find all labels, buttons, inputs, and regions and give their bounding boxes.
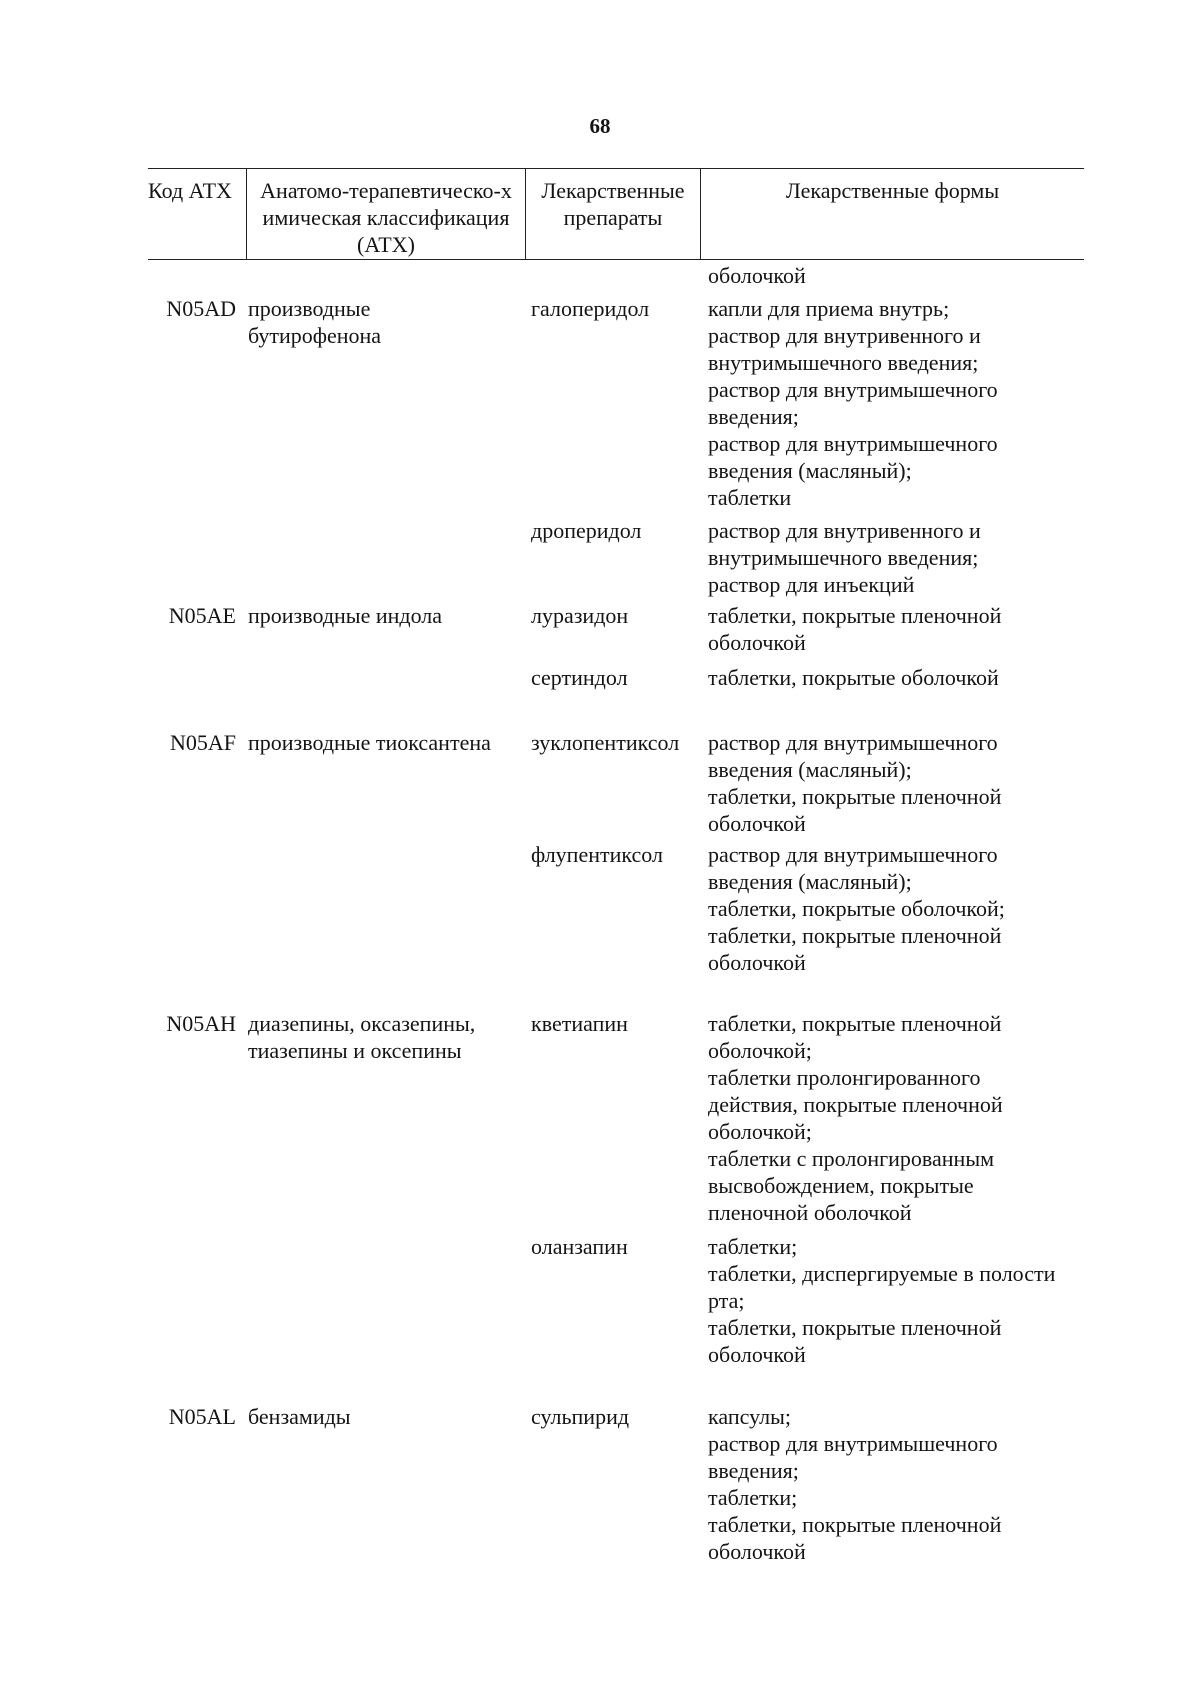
drug-name: оланзапин	[531, 1234, 628, 1259]
dosage-forms: оболочкой	[708, 263, 806, 288]
table-row	[148, 729, 1088, 837]
dosage-forms: капсулы; раствор для внутримышечного введения; таблетки; таблетки, покрытые пленочной оболочкой	[708, 1404, 1002, 1564]
atc-code	[148, 262, 246, 289]
dosage-forms: раствор для внутримышечного введения (масляный); таблетки, покрытые оболочкой; таблетки, покрытые пленочной оболочкой	[708, 842, 1005, 975]
atc-code	[148, 517, 246, 598]
atc-class	[246, 1233, 527, 1368]
dosage-forms: таблетки, покрытые пленочной оболочкой	[708, 603, 1002, 655]
header-drugs: Лекарственные препараты	[525, 169, 700, 259]
dosage-forms: раствор для внутримышечного введения (масляный); таблетки, покрытые пленочной оболочкой	[708, 730, 1002, 836]
atc-code: N05AD	[166, 296, 236, 321]
atc-class	[246, 262, 527, 289]
atc-class: производные тиоксантена	[248, 730, 491, 755]
atc-class: диазепины, оксазепины, тиазепины и оксепины	[248, 1011, 476, 1063]
table-row	[148, 1233, 1088, 1368]
table-row	[148, 602, 1088, 656]
table-row	[148, 295, 1088, 511]
atc-code	[148, 664, 246, 691]
atc-class: производные индола	[248, 603, 443, 628]
table-header	[148, 168, 1084, 260]
header-atc-classification: Анатомо-терапевтическо-х имическая классификация (АТХ)	[246, 169, 525, 259]
atc-class	[246, 517, 527, 598]
table-row	[148, 262, 1088, 289]
atc-code: N05AE	[168, 603, 236, 628]
drug-name: флупентиксол	[531, 842, 663, 867]
dosage-forms: таблетки; таблетки, диспергируемые в полости рта; таблетки, покрытые пленочной оболочкой	[708, 1234, 1056, 1367]
atc-code: N05AH	[166, 1011, 236, 1036]
header-atc-code: Код АТХ	[148, 178, 232, 203]
page-number: 68	[589, 114, 611, 138]
drug-name: сертиндол	[531, 665, 628, 690]
drug-name	[527, 262, 706, 289]
atc-class	[246, 664, 527, 691]
drug-name: луразидон	[531, 603, 629, 628]
table-row	[148, 664, 1088, 691]
dosage-forms: таблетки, покрытые оболочкой	[708, 665, 999, 690]
atc-code	[148, 841, 246, 976]
header-dosage-forms: Лекарственные формы	[700, 169, 1084, 259]
table-row	[148, 1403, 1088, 1565]
drug-name: кветиапин	[531, 1011, 628, 1036]
dosage-forms: таблетки, покрытые пленочной оболочкой; таблетки пролонгированного действия, покрытые пленочной оболочкой; таблетки с пролонгированным высвобождением, покрытые пленочной оболочкой	[708, 1011, 1003, 1225]
dosage-forms: капли для приема внутрь; раствор для внутривенного и внутримышечного введения; раствор для внутримышечного введения; раствор для внутримышечного введения (масляный); таблетки	[708, 296, 998, 510]
atc-code: N05AF	[169, 730, 236, 755]
drug-name: зуклопентиксол	[531, 730, 680, 755]
dosage-forms: раствор для внутривенного и внутримышечного введения; раствор для инъекций	[708, 518, 981, 597]
table-row	[148, 517, 1088, 598]
table-row	[148, 1010, 1088, 1226]
atc-code: N05AL	[168, 1404, 236, 1429]
atc-class: производные бутирофенона	[248, 296, 382, 348]
atc-code	[148, 1233, 246, 1368]
drug-name: галоперидол	[531, 296, 650, 321]
drug-name: сульпирид	[531, 1404, 630, 1429]
table-row	[148, 841, 1088, 976]
atc-class	[246, 841, 527, 976]
atc-class: бензамиды	[248, 1404, 351, 1429]
drug-name: дроперидол	[531, 518, 642, 543]
